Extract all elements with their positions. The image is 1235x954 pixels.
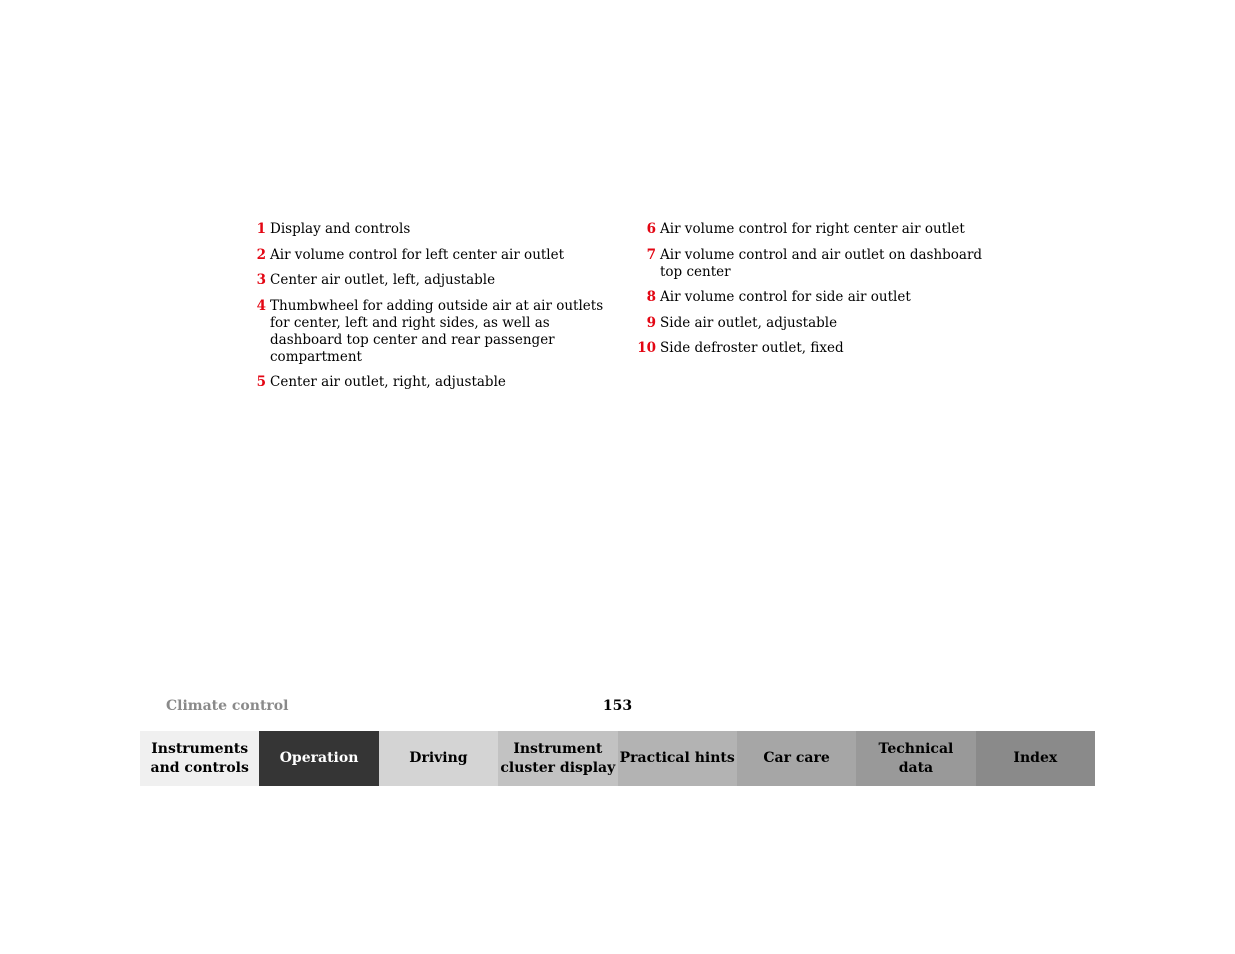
legend-text: Air volume control for left center air outlet — [270, 246, 565, 263]
legend-left-column — [242, 221, 612, 400]
legend-text: Side air outlet, adjustable — [660, 314, 838, 331]
chapter-nav-bar — [140, 731, 1095, 786]
nav-tab-technical-data[interactable]: Technical data — [856, 731, 975, 786]
legend-number: 9 — [646, 314, 656, 331]
legend-text: Side defroster outlet, fixed — [660, 340, 844, 357]
legend-item — [632, 315, 1002, 332]
legend-item — [632, 247, 1002, 281]
nav-tab-practical-hints[interactable]: Practical hints — [618, 731, 737, 786]
legend-item — [242, 247, 612, 264]
legend-number: 5 — [256, 374, 266, 391]
nav-tab-car-care[interactable]: Car care — [737, 731, 856, 786]
nav-tab-instruments-and-controls[interactable]: Instruments and controls — [140, 731, 259, 786]
nav-tab-driving[interactable]: Driving — [379, 731, 498, 786]
legend-item — [242, 272, 612, 289]
legend-item — [632, 289, 1002, 306]
page-number: 153 — [602, 698, 633, 714]
legend-text: Air volume control and air outlet on dashboard top center — [660, 246, 983, 280]
legend-number: 10 — [637, 340, 656, 357]
nav-tab-instrument-cluster-display[interactable]: Instrument cluster display — [498, 731, 617, 786]
legend-text: Center air outlet, right, adjustable — [270, 374, 506, 391]
legend-number: 7 — [646, 246, 656, 263]
legend-text: Display and controls — [270, 221, 411, 237]
legend-item — [242, 298, 612, 366]
legend-text: Center air outlet, left, adjustable — [270, 272, 496, 289]
legend-text: Air volume control for right center air outlet — [660, 221, 965, 237]
legend-item — [632, 340, 1002, 357]
legend-right-column — [632, 221, 1002, 366]
legend-text: Thumbwheel for adding outside air at air outlets for center, left and right sides, as well as dashboard top center and rear passenger compartment — [270, 297, 604, 365]
legend-number: 3 — [256, 272, 266, 289]
legend-number: 2 — [256, 246, 266, 263]
legend-text: Air volume control for side air outlet — [660, 289, 911, 306]
legend-item — [242, 221, 612, 238]
legend-number: 4 — [256, 297, 266, 314]
legend-item — [242, 374, 612, 391]
legend-number: 8 — [646, 289, 656, 306]
nav-tab-operation[interactable]: Operation — [259, 731, 378, 786]
legend-number: 1 — [256, 221, 266, 237]
legend-item — [632, 221, 1002, 238]
section-title: Climate control — [166, 698, 289, 714]
legend-number: 6 — [646, 221, 656, 237]
nav-tab-index[interactable]: Index — [976, 731, 1095, 786]
